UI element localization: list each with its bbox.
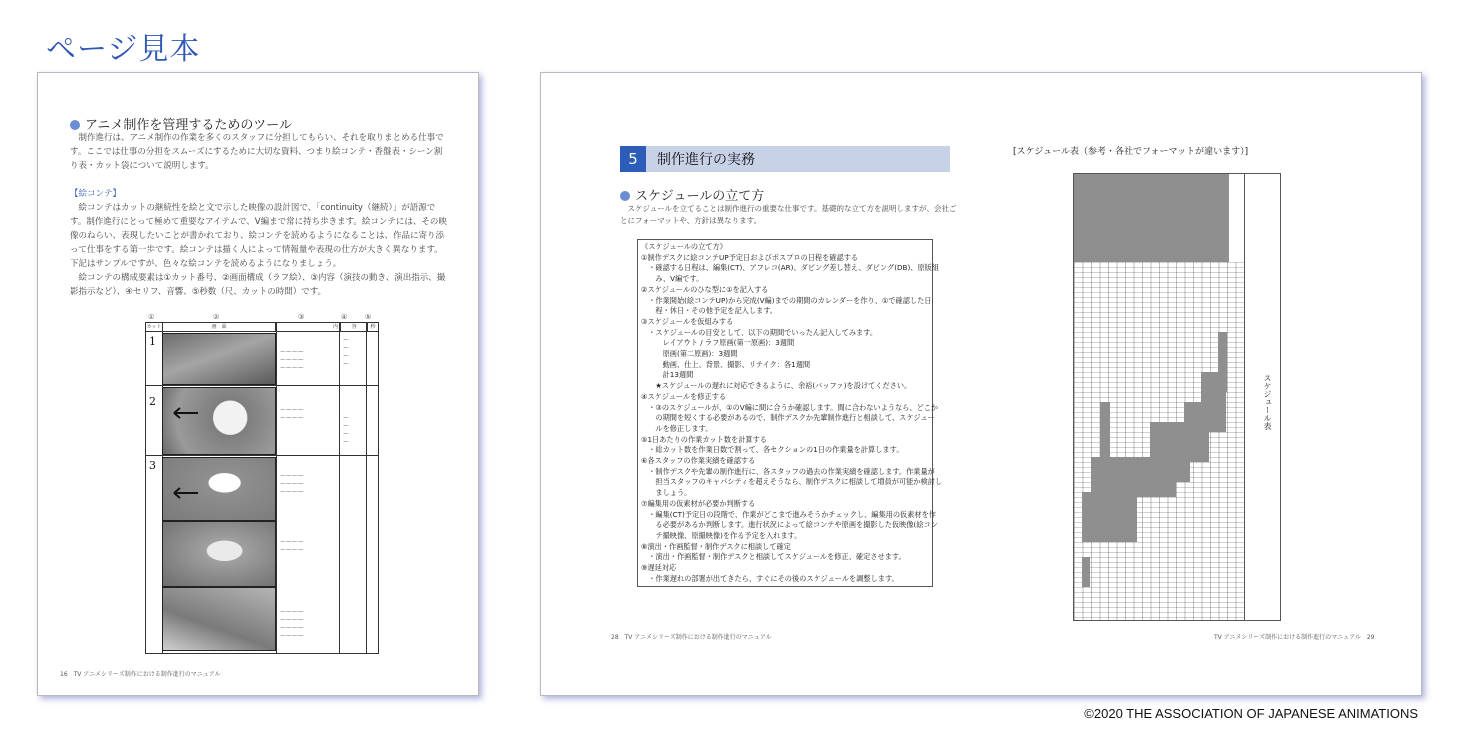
handwritten-note: ～～～～ ～～～～ ～～～～ xyxy=(280,473,305,496)
section-title xyxy=(620,185,764,204)
storyboard-paragraph: 絵コンテはカットの継続性を絵と文で示した映像の設計図で、「continuity（継続）」が語源です。制作進行にとって極めて重要なアイテムで、V編まで常に持ち歩きます。絵コンテには、その映像のねらい、表現したいことが書かれており、絵コンテを読めるようになることは、作品に寄り添って仕事をする第一歩です。絵コンテは描く人によって情報量や表現の仕方が大きく異なります。下記はサンプルですが、色々な絵コンテを読めるようになりましょう。 xyxy=(70,203,447,269)
components-paragraph: 絵コンテの構成要素は①カット番号、②画面構成（ラフ絵）、③内容（演技の動き、演出指示、撮影指示など）、④セリフ、音響、⑤秒数（尺、カットの時間）です。 xyxy=(70,273,446,297)
page-footer-right: TV アニメシリーズ制作における制作進行のマニュアル 29 xyxy=(1214,634,1375,641)
schedule-bar xyxy=(1082,492,1137,542)
schedule-side-label: スケジュール表 xyxy=(1263,374,1272,430)
section-title-text: アニメ制作を管理するためのツール xyxy=(85,118,292,133)
storyboard-header xyxy=(146,323,378,332)
chapter-title: 制作進行の実務 xyxy=(657,152,755,168)
column-number: ② xyxy=(213,313,220,321)
schedule-table-header xyxy=(1074,174,1229,262)
bullet-dot-icon xyxy=(70,120,80,130)
copyright-notice: ©2020 THE ASSOCIATION OF JAPANESE ANIMATIONS xyxy=(1084,706,1418,721)
schedule-intro: スケジュールを立てることは制作進行の重要な仕事です。基礎的な立て方を説明しますが、会社ごとにフォーマットや、方針は異なります。 xyxy=(620,204,957,225)
cut-number: 3 xyxy=(149,459,156,472)
schedule-table xyxy=(1073,173,1281,621)
handwritten-note: ～ ～ ～ ～ xyxy=(343,415,350,446)
subsection-label: 【絵コンテ】 xyxy=(70,189,122,199)
schedule-table-title: [スケジュール表（参考・各社でフォーマットが違います）] xyxy=(1013,147,1249,157)
page-sample-heading: ページ見本 xyxy=(46,32,201,67)
schedule-bar xyxy=(1100,402,1110,462)
storyboard-sample xyxy=(145,322,379,654)
header-content: 内 xyxy=(276,323,341,331)
schedule-steps-box xyxy=(637,239,943,587)
handwritten-note: ～～～～ ～～～～ ～～～～ ～～～～ xyxy=(280,609,305,640)
storyboard-frame xyxy=(162,333,276,385)
page-footer-left: 28 TV アニメシリーズ制作における制作進行のマニュアル xyxy=(611,634,772,641)
storyboard-frame xyxy=(162,587,276,651)
schedule-steps-text: 《スケジュールの立て方》 ①制作デスクに絵コンテUP予定日およびポスプロの日程を確認する ・確認する日程は、編集(CT)、アフレコ(AR)、ダビング差し替え、ダビング(DB)、原版組 み、V編です。 ②スケジュールのひな型に①を記入する ・作業開始(絵コンテUP)から完成(V編)までの期間のカレンダーを作り、①で確認した日 程・休日・その他予定を記入します。 ③スケジュールを仮組みする ・スケジュールの目安として、以下の期間でいったん記入してみます。 レイアウト / ラフ原画(第一原画)：3週間 原画(第二原画)：3週間 動画、仕上、背景、撮影、リテイク：各1週間 計13週間 ★スケジュールの遅れに対応できるように、余裕(バッファ)を設けてください。 ④スケジュールを修正する ・③のスケジュールが、①のV編に間に合うか確認します。間に合わないようなら、どこか の期間を短くする必要があるので、制作デスクか先輩制作進行と相談して、スケジュー ルを修正します。 ⑤1日あたりの作業カット数を計算する ・総カット数を作業日数で割って、各セクションの1日の作業量を計算します。 ⑥各スタッフの作業実績を確認する ・制作デスクや先輩の制作進行に、各スタッフの過去の作業実績を確認します。作業量が 担当スタッフのキャパシティを超えそうなら、制作デスクに相談して増員が可能か検討し ましょう。 ⑦編集用の仮素材が必要か判断する ・編集(CT)予定日の段階で、作業がどこまで進みそうかチェックし、編集用の仮素材を作 る必要があるか判断します。進行状況によって絵コンテや原画を撮影した仮映像(絵コン テ撮映像、原撮映像)を作る予定を入れます。 ⑧演出・作画監督・制作デスクに相談して確定 ・演出・作画監督・制作デスクと相談してスケジュールを修正、確定させます。 ⑨遅延対応 ・作業遅れの部署が出てきたら、すぐにその後のスケジュールを調整します。 xyxy=(641,242,943,583)
schedule-bar xyxy=(1082,557,1090,587)
storyboard-row-divider xyxy=(146,385,378,386)
column-number: ⑤ xyxy=(365,313,372,321)
intro-paragraph: 制作進行は、アニメ制作の作業を多くのスタッフに分担してもらい、それを取りまとめる仕事です。ここでは仕事の分担をスムーズにするために大切な資料、つまり絵コンテ・香盤表・シーン割り表・カット袋について説明します。 xyxy=(70,133,444,171)
column-number: ③ xyxy=(298,313,305,321)
header-cut: カット xyxy=(146,324,162,330)
handwritten-note: ～ ～ ～ ～ xyxy=(343,337,350,368)
chapter-number: 5 xyxy=(620,146,646,172)
schedule-bar xyxy=(1091,457,1176,497)
handwritten-note: ～～～～ ～～～～ ～～～～ xyxy=(280,349,305,372)
handwritten-note: ～～～～ ～～～～ xyxy=(280,539,305,554)
left-page xyxy=(37,72,479,696)
storyboard-frame xyxy=(162,521,276,587)
header-seconds: 秒 xyxy=(370,324,376,330)
storyboard-row-divider xyxy=(146,455,378,456)
arrow-left-icon xyxy=(170,403,200,423)
handwritten-note: ～～～～ ～～～～ xyxy=(280,407,305,422)
header-content-2: 容 xyxy=(341,323,368,331)
column-number: ① xyxy=(148,313,155,321)
cut-number: 2 xyxy=(149,395,156,408)
column-number: ④ xyxy=(341,313,348,321)
schedule-grid xyxy=(1074,262,1244,620)
page-footer: 16 TV アニメシリーズ制作における制作進行のマニュアル xyxy=(60,671,221,678)
section-title-text: スケジュールの立て方 xyxy=(635,189,765,204)
header-screen: 画 面 xyxy=(163,323,277,331)
arrow-left-icon xyxy=(170,483,200,503)
cut-number: 1 xyxy=(149,335,156,348)
right-page xyxy=(540,72,1422,696)
bullet-dot-icon xyxy=(620,191,630,201)
